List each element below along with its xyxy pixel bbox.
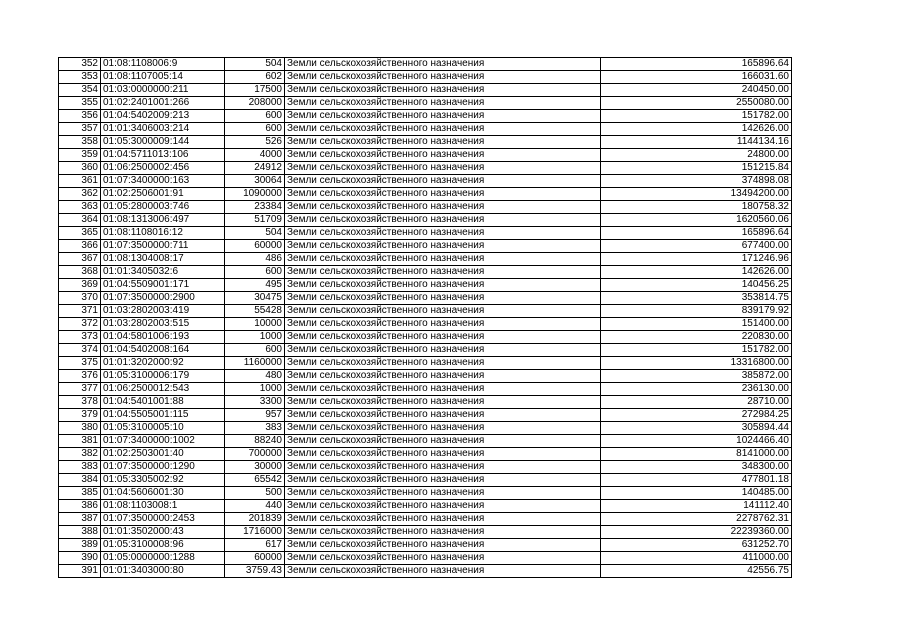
land-category-cell: Земли сельскохозяйственного назначения xyxy=(285,383,601,396)
cadastral-value-cell: 236130.00 xyxy=(601,383,792,396)
row-number-cell: 354 xyxy=(59,84,101,97)
cadastral-number-cell: 01:05:3100006:179 xyxy=(101,370,225,383)
cadastral-value-cell: 2278762.31 xyxy=(601,513,792,526)
land-category-cell: Земли сельскохозяйственного назначения xyxy=(285,240,601,253)
cadastral-value-cell: 240450.00 xyxy=(601,84,792,97)
table-row xyxy=(59,84,792,97)
cadastral-value-cell: 13494200.00 xyxy=(601,188,792,201)
area-cell: 30475 xyxy=(225,292,285,305)
land-category-cell: Земли сельскохозяйственного назначения xyxy=(285,214,601,227)
cadastral-number-cell: 01:03:2802003:419 xyxy=(101,305,225,318)
land-category-cell: Земли сельскохозяйственного назначения xyxy=(285,422,601,435)
row-number-cell: 375 xyxy=(59,357,101,370)
table-row xyxy=(59,292,792,305)
row-number-cell: 359 xyxy=(59,149,101,162)
table-row xyxy=(59,97,792,110)
land-category-cell: Земли сельскохозяйственного назначения xyxy=(285,487,601,500)
cadastral-number-cell: 01:06:2500012:543 xyxy=(101,383,225,396)
table-row xyxy=(59,214,792,227)
cadastral-number-cell: 01:05:3100005:10 xyxy=(101,422,225,435)
area-cell: 495 xyxy=(225,279,285,292)
cadastral-value-cell: 166031.60 xyxy=(601,71,792,84)
land-category-cell: Земли сельскохозяйственного назначения xyxy=(285,227,601,240)
row-number-cell: 363 xyxy=(59,201,101,214)
area-cell: 486 xyxy=(225,253,285,266)
area-cell: 60000 xyxy=(225,240,285,253)
table-row xyxy=(59,188,792,201)
row-number-cell: 356 xyxy=(59,110,101,123)
cadastral-number-cell: 01:04:5505001:115 xyxy=(101,409,225,422)
table-row xyxy=(59,201,792,214)
cadastral-value-cell: 151782.00 xyxy=(601,110,792,123)
cadastral-number-cell: 01:07:3500000:2900 xyxy=(101,292,225,305)
area-cell: 60000 xyxy=(225,552,285,565)
cadastral-number-cell: 01:01:3405032:6 xyxy=(101,266,225,279)
area-cell: 1160000 xyxy=(225,357,285,370)
area-cell: 3759.43 xyxy=(225,565,285,578)
row-number-cell: 362 xyxy=(59,188,101,201)
table-row xyxy=(59,123,792,136)
area-cell: 208000 xyxy=(225,97,285,110)
cadastral-value-cell: 28710.00 xyxy=(601,396,792,409)
cadastral-number-cell: 01:04:5606001:30 xyxy=(101,487,225,500)
land-category-cell: Земли сельскохозяйственного назначения xyxy=(285,526,601,539)
land-category-cell: Земли сельскохозяйственного назначения xyxy=(285,266,601,279)
cadastral-value-cell: 1024466.40 xyxy=(601,435,792,448)
cadastral-number-cell: 01:08:1304008:17 xyxy=(101,253,225,266)
row-number-cell: 389 xyxy=(59,539,101,552)
land-category-cell: Земли сельскохозяйственного назначения xyxy=(285,201,601,214)
cadastral-number-cell: 01:04:5402009:213 xyxy=(101,110,225,123)
table-row xyxy=(59,409,792,422)
table-row xyxy=(59,552,792,565)
cadastral-value-cell: 24800.00 xyxy=(601,149,792,162)
row-number-cell: 361 xyxy=(59,175,101,188)
land-category-cell: Земли сельскохозяйственного назначения xyxy=(285,162,601,175)
row-number-cell: 357 xyxy=(59,123,101,136)
area-cell: 4000 xyxy=(225,149,285,162)
land-category-cell: Земли сельскохозяйственного назначения xyxy=(285,513,601,526)
cadastral-number-cell: 01:08:1313006:497 xyxy=(101,214,225,227)
table-row xyxy=(59,318,792,331)
land-category-cell: Земли сельскохозяйственного назначения xyxy=(285,409,601,422)
table-row xyxy=(59,487,792,500)
table-row xyxy=(59,162,792,175)
row-number-cell: 352 xyxy=(59,58,101,71)
table-row xyxy=(59,227,792,240)
row-number-cell: 365 xyxy=(59,227,101,240)
row-number-cell: 360 xyxy=(59,162,101,175)
land-category-cell: Земли сельскохозяйственного назначения xyxy=(285,565,601,578)
table-row xyxy=(59,305,792,318)
cadastral-value-cell: 353814.75 xyxy=(601,292,792,305)
land-category-cell: Земли сельскохозяйственного назначения xyxy=(285,396,601,409)
row-number-cell: 369 xyxy=(59,279,101,292)
cadastral-value-cell: 171246.96 xyxy=(601,253,792,266)
cadastral-value-cell: 411000.00 xyxy=(601,552,792,565)
cadastral-number-cell: 01:04:5509001:171 xyxy=(101,279,225,292)
land-category-cell: Земли сельскохозяйственного назначения xyxy=(285,175,601,188)
table-row xyxy=(59,110,792,123)
row-number-cell: 384 xyxy=(59,474,101,487)
land-category-cell: Земли сельскохозяйственного назначения xyxy=(285,539,601,552)
cadastral-value-cell: 42556.75 xyxy=(601,565,792,578)
area-cell: 55428 xyxy=(225,305,285,318)
land-category-cell: Земли сельскохозяйственного назначения xyxy=(285,305,601,318)
cadastral-number-cell: 01:02:2503001:40 xyxy=(101,448,225,461)
land-category-cell: Земли сельскохозяйственного назначения xyxy=(285,474,601,487)
cadastral-number-cell: 01:07:3500000:1290 xyxy=(101,461,225,474)
table-body xyxy=(59,58,792,578)
cadastral-value-cell: 677400.00 xyxy=(601,240,792,253)
table-row xyxy=(59,253,792,266)
cadastral-number-cell: 01:01:3202000:92 xyxy=(101,357,225,370)
land-category-cell: Земли сельскохозяйственного назначения xyxy=(285,448,601,461)
cadastral-number-cell: 01:01:3403000:80 xyxy=(101,565,225,578)
row-number-cell: 376 xyxy=(59,370,101,383)
area-cell: 600 xyxy=(225,344,285,357)
land-category-cell: Земли сельскохозяйственного назначения xyxy=(285,344,601,357)
land-category-cell: Земли сельскохозяйственного назначения xyxy=(285,58,601,71)
row-number-cell: 368 xyxy=(59,266,101,279)
area-cell: 700000 xyxy=(225,448,285,461)
cadastral-number-cell: 01:05:2800003:746 xyxy=(101,201,225,214)
table-row xyxy=(59,240,792,253)
row-number-cell: 366 xyxy=(59,240,101,253)
row-number-cell: 383 xyxy=(59,461,101,474)
cadastral-number-cell: 01:08:1107005:14 xyxy=(101,71,225,84)
land-category-cell: Земли сельскохозяйственного назначения xyxy=(285,136,601,149)
area-cell: 51709 xyxy=(225,214,285,227)
area-cell: 88240 xyxy=(225,435,285,448)
row-number-cell: 364 xyxy=(59,214,101,227)
cadastral-value-cell: 180758.32 xyxy=(601,201,792,214)
table-row xyxy=(59,435,792,448)
cadastral-number-cell: 01:08:1108016:12 xyxy=(101,227,225,240)
land-category-cell: Земли сельскохозяйственного назначения xyxy=(285,71,601,84)
cadastral-number-cell: 01:04:5711013:106 xyxy=(101,149,225,162)
cadastral-number-cell: 01:01:3502000:43 xyxy=(101,526,225,539)
cadastral-value-cell: 631252.70 xyxy=(601,539,792,552)
cadastral-number-cell: 01:04:5401001:88 xyxy=(101,396,225,409)
cadastral-value-cell: 142626.00 xyxy=(601,266,792,279)
cadastral-value-cell: 348300.00 xyxy=(601,461,792,474)
cadastral-value-cell: 151782.00 xyxy=(601,344,792,357)
cadastral-value-cell: 140485.00 xyxy=(601,487,792,500)
area-cell: 383 xyxy=(225,422,285,435)
area-cell: 30064 xyxy=(225,175,285,188)
cadastral-value-cell: 22239360.00 xyxy=(601,526,792,539)
cadastral-number-cell: 01:06:2500002:456 xyxy=(101,162,225,175)
land-category-cell: Земли сельскохозяйственного назначения xyxy=(285,123,601,136)
area-cell: 24912 xyxy=(225,162,285,175)
land-category-cell: Земли сельскохозяйственного назначения xyxy=(285,292,601,305)
table-row xyxy=(59,474,792,487)
cadastral-number-cell: 01:05:3100008:96 xyxy=(101,539,225,552)
row-number-cell: 370 xyxy=(59,292,101,305)
area-cell: 526 xyxy=(225,136,285,149)
cadastral-number-cell: 01:03:2802003:515 xyxy=(101,318,225,331)
row-number-cell: 379 xyxy=(59,409,101,422)
row-number-cell: 353 xyxy=(59,71,101,84)
cadastral-number-cell: 01:02:2506001:91 xyxy=(101,188,225,201)
area-cell: 1716000 xyxy=(225,526,285,539)
table-row xyxy=(59,149,792,162)
row-number-cell: 358 xyxy=(59,136,101,149)
cadastral-value-cell: 220830.00 xyxy=(601,331,792,344)
area-cell: 600 xyxy=(225,110,285,123)
area-cell: 1000 xyxy=(225,383,285,396)
table-row xyxy=(59,344,792,357)
cadastral-value-cell: 165896.64 xyxy=(601,58,792,71)
area-cell: 3300 xyxy=(225,396,285,409)
row-number-cell: 373 xyxy=(59,331,101,344)
cadastral-number-cell: 01:08:1103008:1 xyxy=(101,500,225,513)
cadastral-number-cell: 01:05:3000009:144 xyxy=(101,136,225,149)
land-category-cell: Земли сельскохозяйственного назначения xyxy=(285,149,601,162)
row-number-cell: 372 xyxy=(59,318,101,331)
table-row xyxy=(59,539,792,552)
row-number-cell: 385 xyxy=(59,487,101,500)
land-category-cell: Земли сельскохозяйственного назначения xyxy=(285,461,601,474)
land-category-cell: Земли сельскохозяйственного назначения xyxy=(285,84,601,97)
area-cell: 957 xyxy=(225,409,285,422)
row-number-cell: 390 xyxy=(59,552,101,565)
land-category-cell: Земли сельскохозяйственного назначения xyxy=(285,435,601,448)
area-cell: 17500 xyxy=(225,84,285,97)
cadastral-value-cell: 305894.44 xyxy=(601,422,792,435)
cadastral-number-cell: 01:04:5402008:164 xyxy=(101,344,225,357)
row-number-cell: 388 xyxy=(59,526,101,539)
land-plots-table xyxy=(58,57,792,578)
cadastral-number-cell: 01:01:3406003:214 xyxy=(101,123,225,136)
table-row xyxy=(59,58,792,71)
land-category-cell: Земли сельскохозяйственного назначения xyxy=(285,97,601,110)
land-category-cell: Земли сельскохозяйственного назначения xyxy=(285,318,601,331)
land-category-cell: Земли сельскохозяйственного назначения xyxy=(285,331,601,344)
cadastral-value-cell: 8141000.00 xyxy=(601,448,792,461)
land-category-cell: Земли сельскохозяйственного назначения xyxy=(285,370,601,383)
cadastral-value-cell: 151215.84 xyxy=(601,162,792,175)
table-row xyxy=(59,526,792,539)
table-row xyxy=(59,136,792,149)
cadastral-value-cell: 1144134.16 xyxy=(601,136,792,149)
land-category-cell: Земли сельскохозяйственного назначения xyxy=(285,253,601,266)
table-row xyxy=(59,279,792,292)
table-row xyxy=(59,331,792,344)
area-cell: 23384 xyxy=(225,201,285,214)
row-number-cell: 380 xyxy=(59,422,101,435)
cadastral-number-cell: 01:07:3400000:163 xyxy=(101,175,225,188)
cadastral-number-cell: 01:05:0000000:1288 xyxy=(101,552,225,565)
cadastral-number-cell: 01:04:5801006:193 xyxy=(101,331,225,344)
area-cell: 500 xyxy=(225,487,285,500)
area-cell: 602 xyxy=(225,71,285,84)
cadastral-value-cell: 1620560.06 xyxy=(601,214,792,227)
cadastral-number-cell: 01:07:3500000:711 xyxy=(101,240,225,253)
cadastral-number-cell: 01:03:0000000:211 xyxy=(101,84,225,97)
table-row xyxy=(59,370,792,383)
cadastral-number-cell: 01:07:3500000:2453 xyxy=(101,513,225,526)
cadastral-value-cell: 385872.00 xyxy=(601,370,792,383)
land-category-cell: Земли сельскохозяйственного назначения xyxy=(285,357,601,370)
area-cell: 1000 xyxy=(225,331,285,344)
cadastral-value-cell: 2550080.00 xyxy=(601,97,792,110)
table-row xyxy=(59,175,792,188)
table-row xyxy=(59,266,792,279)
cadastral-value-cell: 477801.18 xyxy=(601,474,792,487)
land-category-cell: Земли сельскохозяйственного назначения xyxy=(285,188,601,201)
row-number-cell: 367 xyxy=(59,253,101,266)
table-row xyxy=(59,448,792,461)
table-row xyxy=(59,71,792,84)
area-cell: 10000 xyxy=(225,318,285,331)
cadastral-value-cell: 374898.08 xyxy=(601,175,792,188)
land-category-cell: Земли сельскохозяйственного назначения xyxy=(285,110,601,123)
area-cell: 504 xyxy=(225,58,285,71)
land-category-cell: Земли сельскохозяйственного назначения xyxy=(285,279,601,292)
land-category-cell: Земли сельскохозяйственного назначения xyxy=(285,552,601,565)
cadastral-number-cell: 01:02:2401001:266 xyxy=(101,97,225,110)
row-number-cell: 387 xyxy=(59,513,101,526)
area-cell: 30000 xyxy=(225,461,285,474)
cadastral-value-cell: 839179.92 xyxy=(601,305,792,318)
area-cell: 617 xyxy=(225,539,285,552)
table-row xyxy=(59,513,792,526)
area-cell: 504 xyxy=(225,227,285,240)
table-row xyxy=(59,565,792,578)
cadastral-value-cell: 165896.64 xyxy=(601,227,792,240)
cadastral-value-cell: 142626.00 xyxy=(601,123,792,136)
area-cell: 201839 xyxy=(225,513,285,526)
table-row xyxy=(59,396,792,409)
area-cell: 600 xyxy=(225,123,285,136)
cadastral-number-cell: 01:08:1108006:9 xyxy=(101,58,225,71)
cadastral-value-cell: 272984.25 xyxy=(601,409,792,422)
area-cell: 480 xyxy=(225,370,285,383)
cadastral-value-cell: 141112.40 xyxy=(601,500,792,513)
land-category-cell: Земли сельскохозяйственного назначения xyxy=(285,500,601,513)
area-cell: 600 xyxy=(225,266,285,279)
table-row xyxy=(59,461,792,474)
row-number-cell: 391 xyxy=(59,565,101,578)
row-number-cell: 386 xyxy=(59,500,101,513)
table-row xyxy=(59,357,792,370)
table-row xyxy=(59,383,792,396)
cadastral-value-cell: 13316800.00 xyxy=(601,357,792,370)
row-number-cell: 377 xyxy=(59,383,101,396)
row-number-cell: 371 xyxy=(59,305,101,318)
area-cell: 65542 xyxy=(225,474,285,487)
row-number-cell: 382 xyxy=(59,448,101,461)
row-number-cell: 378 xyxy=(59,396,101,409)
area-cell: 1090000 xyxy=(225,188,285,201)
row-number-cell: 355 xyxy=(59,97,101,110)
cadastral-value-cell: 151400.00 xyxy=(601,318,792,331)
cadastral-number-cell: 01:05:3305002:92 xyxy=(101,474,225,487)
table-row xyxy=(59,500,792,513)
row-number-cell: 381 xyxy=(59,435,101,448)
table-row xyxy=(59,422,792,435)
area-cell: 440 xyxy=(225,500,285,513)
row-number-cell: 374 xyxy=(59,344,101,357)
cadastral-number-cell: 01:07:3400000:1002 xyxy=(101,435,225,448)
cadastral-value-cell: 140456.25 xyxy=(601,279,792,292)
